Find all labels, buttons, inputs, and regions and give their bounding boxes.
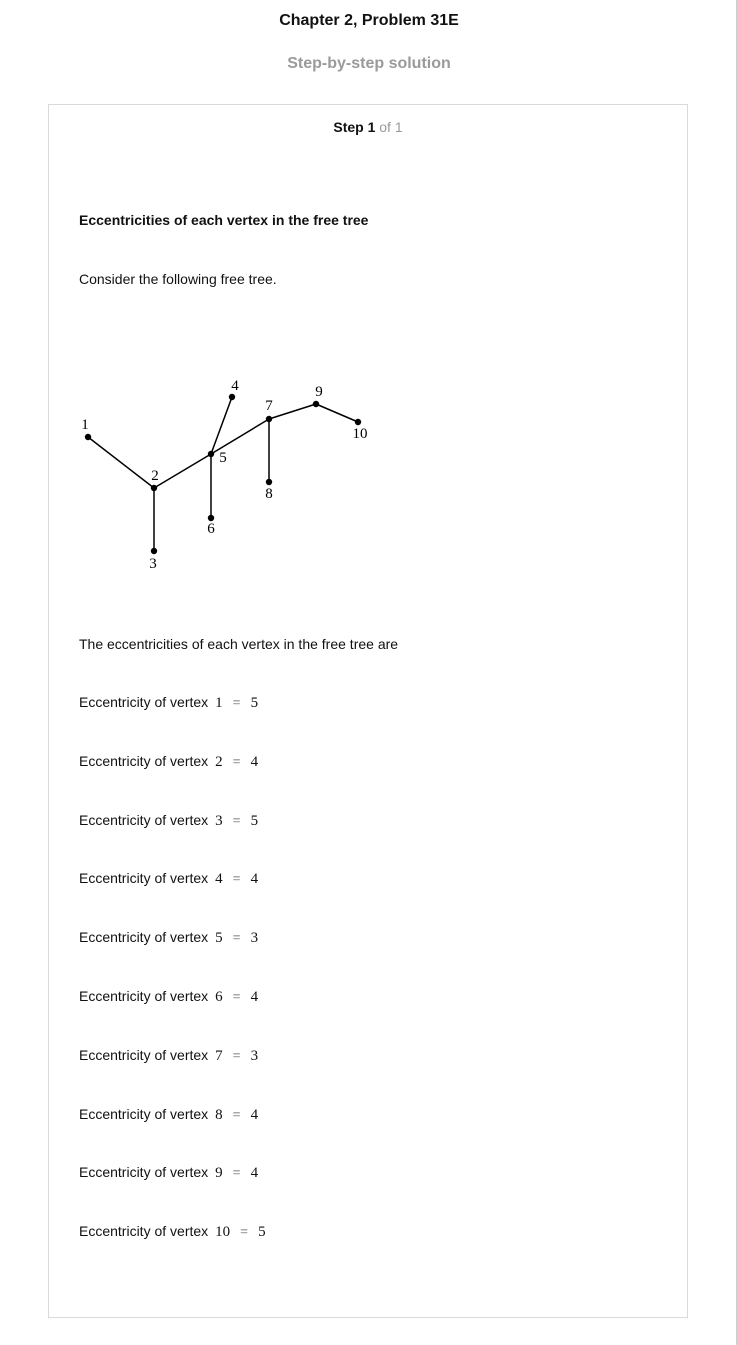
vertex-number: 1 xyxy=(215,695,223,711)
eccentricity-row xyxy=(79,988,258,1006)
equals-sign: = xyxy=(232,1048,241,1064)
vertex-number: 5 xyxy=(215,930,223,947)
equals-sign: = xyxy=(240,1225,249,1241)
tree-vertex-label-3: 3 xyxy=(149,556,157,572)
eccentricity-row xyxy=(79,1164,258,1182)
eccentricity-row-label: Eccentricity of vertex xyxy=(79,1164,209,1181)
tree-vertex-8 xyxy=(266,479,272,485)
step-header xyxy=(49,119,687,135)
eccentricity-value: 5 xyxy=(258,1224,266,1241)
eccentricity-lead-text: The eccentricities of each vertex in the free tree are xyxy=(79,636,399,652)
eccentricity-row xyxy=(79,753,258,771)
step-count: of 1 xyxy=(379,119,403,135)
tree-edge-2-5 xyxy=(154,454,211,488)
eccentricity-row xyxy=(79,929,258,947)
vertex-number: 3 xyxy=(215,812,223,829)
eccentricity-row xyxy=(79,1106,258,1124)
eccentricity-row-label: Eccentricity of vertex xyxy=(79,1046,209,1063)
tree-vertex-7 xyxy=(266,416,272,422)
tree-vertex-10 xyxy=(355,419,361,425)
equals-sign: = xyxy=(232,931,241,947)
tree-vertex-label-4: 4 xyxy=(231,378,239,394)
equals-sign: = xyxy=(232,872,241,888)
tree-edge-9-10 xyxy=(316,404,358,422)
eccentricity-row xyxy=(79,812,258,830)
tree-vertex-label-1: 1 xyxy=(81,417,89,433)
tree-vertex-label-7: 7 xyxy=(265,398,273,414)
vertex-number: 7 xyxy=(215,1047,223,1064)
vertex-number: 6 xyxy=(215,989,223,1005)
eccentricity-value: 3 xyxy=(250,930,259,947)
eccentricity-value: 4 xyxy=(250,1106,259,1123)
page-title: Chapter 2, Problem 31E xyxy=(279,12,459,29)
vertex-number: 8 xyxy=(215,1106,223,1123)
eccentricity-value: 4 xyxy=(250,989,259,1005)
tree-vertex-4 xyxy=(229,394,235,400)
eccentricity-value: 5 xyxy=(250,812,259,829)
eccentricity-row-label: Eccentricity of vertex xyxy=(79,929,209,946)
eccentricity-row-label: Eccentricity of vertex xyxy=(79,870,209,887)
tree-edge-7-9 xyxy=(269,404,316,419)
eccentricity-row-label: Eccentricity of vertex xyxy=(79,694,209,710)
tree-vertex-label-5: 5 xyxy=(219,450,227,466)
eccentricity-row-label: Eccentricity of vertex xyxy=(79,988,209,1004)
tree-edge-5-7 xyxy=(211,419,269,454)
tree-edge-1-2 xyxy=(88,437,154,488)
equals-sign: = xyxy=(232,990,241,1005)
eccentricity-row xyxy=(79,1223,266,1241)
eccentricity-value: 3 xyxy=(250,1047,259,1064)
eccentricity-value: 5 xyxy=(250,695,259,711)
eccentricity-row xyxy=(79,1047,258,1065)
tree-vertex-1 xyxy=(85,434,91,440)
eccentricity-value: 4 xyxy=(250,871,259,888)
equals-sign: = xyxy=(232,1166,241,1182)
intro-text: Consider the following free tree. xyxy=(79,271,277,287)
tree-vertex-label-9: 9 xyxy=(315,384,323,400)
tree-vertex-2 xyxy=(151,485,157,491)
tree-edges xyxy=(88,397,358,551)
eccentricity-value: 4 xyxy=(250,753,259,770)
eccentricity-row-label: Eccentricity of vertex xyxy=(79,811,209,828)
eccentricity-value: 4 xyxy=(250,1165,259,1182)
tree-vertex-9 xyxy=(313,401,319,407)
tree-vertex-3 xyxy=(151,548,157,554)
page-subtitle: Step-by-step solution xyxy=(287,55,451,72)
equals-sign: = xyxy=(232,813,241,829)
vertex-number: 4 xyxy=(215,871,223,888)
equals-sign: = xyxy=(232,696,241,711)
eccentricity-row xyxy=(79,870,258,888)
vertex-number: 9 xyxy=(215,1165,223,1182)
tree-vertex-label-2: 2 xyxy=(151,468,159,484)
equals-sign: = xyxy=(232,1107,241,1123)
tree-vertex-5 xyxy=(208,451,214,457)
solution-card xyxy=(48,104,688,1318)
vertex-number: 10 xyxy=(215,1224,231,1241)
tree-vertex-label-8: 8 xyxy=(265,486,273,502)
eccentricity-row-label: Eccentricity of vertex xyxy=(79,752,209,769)
eccentricity-row-label: Eccentricity of vertex xyxy=(79,1105,209,1122)
section-title: Eccentricities of each vertex in the free tree xyxy=(79,212,369,228)
tree-nodes xyxy=(85,394,361,554)
step-label: Step 1 xyxy=(333,119,376,135)
eccentricity-row-label: Eccentricity of vertex xyxy=(79,1223,209,1240)
tree-vertex-label-10: 10 xyxy=(352,426,368,442)
tree-vertex-label-6: 6 xyxy=(207,521,215,537)
eccentricity-row xyxy=(79,694,258,712)
free-tree-diagram xyxy=(77,373,397,573)
tree-edge-5-4 xyxy=(211,397,232,454)
equals-sign: = xyxy=(232,754,241,770)
vertex-number: 2 xyxy=(215,753,223,770)
